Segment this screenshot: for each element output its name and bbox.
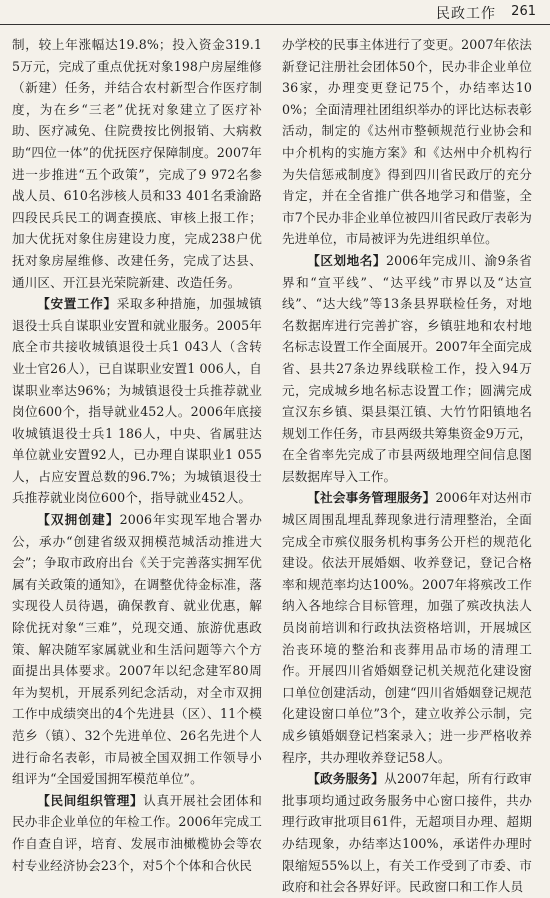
section-title: 民政工作	[436, 6, 496, 22]
paragraph-text: 认真开展社会团体和民办非企业单位的年检工作。2006年完成工作自查自评，培育、发展市油橄榄协会等农村专业经济协会23个，对5个个体和合伙民	[12, 792, 262, 873]
section-heading: 【区划地名】	[307, 252, 386, 268]
paragraph-place-names	[282, 250, 532, 488]
paragraph-text: 2006年实现军地合署办公，承办“创建省级双拥模范城活动推进大会”；争取市政府出台《关于完善落实拥军优属有关政策的通知》，在调整优待金标准，落实现役人员待遇，确保教育、就业优惠，解除优抚对象“三难”，兑现交通、旅游优惠政策、解决随军家属就业和生活问题等六个方面提出具体要求。2007年以纪念建军80周年为契机，开展系列纪念活动，对全市双拥工作中成绩突出的4个先进县（区）、11个模范乡（镇）、32个先进单位、26名先进个人进行命名表彰，市局被全国双拥工作领导小组评为“全国爱国拥军模范单位”。	[12, 512, 262, 787]
section-heading: 【政务服务】	[307, 771, 385, 787]
paragraph-civil-orgs	[12, 790, 262, 876]
running-header	[0, 0, 550, 30]
paragraph-continued	[12, 34, 262, 293]
paragraph-government-services	[282, 768, 532, 898]
left-column	[12, 34, 262, 873]
paragraph-text: 从2007年起，所有行政审批事项均通过政务服务中心窗口接件，共办理行政审批项目61件，无超项目办理、超期办结现象，办结率达100%，承诺件办理时限缩短55%以上，有关工作受到了市委、市政府和社会各界好评。民政窗口和工作人员	[282, 771, 532, 895]
section-heading: 【社会事务管理服务】	[307, 490, 436, 506]
right-column	[282, 34, 533, 895]
paragraph-text: 2006年完成川、渝9条省界和“宣平线”、“达平线”市界以及“达宣线”、“达大线”等13条县界联检任务，对地名数据库进行完善扩容，乡镇驻地和农村地名标志设置工作全面展开。2007年全面完成省、县共27条边界线联检工作，投入94万元，完成城乡地名标志设置工作；圆满完成宣汉东乡镇、渠县渠江镇、大竹竹阳镇地名规划工作任务，市县两级共筹集资金9万元，在全省率先完成了市县两级地理空间信息图层数据库导入工作。	[282, 252, 532, 484]
paragraph-text: 2006年对达州市城区周围乱埋乱葬现象进行清理整治，全面完成全市殡仪服务机构事务公开栏的规范化建设。依法开展婚姻、收养登记，登记合格率和规范率均达100%。2007年将殡改工作纳入各地综合目标管理，加强了殡改执法人员岗前培训和行政执法资格培训，开展城区治丧环境的整治和丧葬用品市场的清理工作。开展四川省婚姻登记机关规范化建设窗口单位创建活动，创建“四川省婚姻登记规范化建设窗口单位”3个，建立收养公示制，完成乡镇婚姻登记档案录入；进一步严格收养程序，共办理收养登记58人。	[282, 490, 533, 765]
paragraph-text: 采取多种措施，加强城镇退役士兵自谋职业安置和就业服务。2005年底全市共接收城镇退役士兵1 043人（含转业士官26人），已自谋职业安置1 006人，自谋职业率达96%；为城镇退役士兵推荐就业岗位600个，指导就业452人。2006年底接收城镇退役士兵1 186人，中央、省属驻达单位就业安置92人，已办理自谋职业1 055人，占应安置总数的96.7%；为城镇退役士兵推荐就业岗位600个，指导就业452人。	[12, 296, 262, 506]
paragraph-double-support	[12, 509, 262, 790]
paragraph-text: 制，较上年涨幅达19.8%；投入资金319.15万元，完成了重点优抚对象198户房屋维修（新建）任务，并结合农村新型合作医疗制度，为在乡“三老”优抚对象建立了医疗补助、医疗减免、住院费按比例报销、大病救助“四位一体”的优抚医疗保障制度。2007年进一步推进“五个政策”，完成了9 972名参战人员、610名涉核人员和33 401名秉渝路四段民兵民工的调查摸底、审核上报工作；加大优抚对象住房建设力度，完成238户优抚对象房屋维修、改建任务，完成了达县、通川区、开江县光荣院新建、改造任务。	[12, 37, 262, 290]
paragraph-continued	[282, 34, 532, 250]
section-heading: 【安置工作】	[37, 296, 117, 312]
section-heading: 【双拥创建】	[37, 512, 120, 528]
paragraph-text: 办学校的民事主体进行了变更。2007年依法新登记注册社会团体50个，民办非企业单位36家，办理变更登记75个，办结率达100%；全面清理社团组织举办的评比达标表彰活动，制定的《达州市整顿规范行业协会和中介机构的实施方案》和《达州中介机构行为失信惩戒制度》得到四川省民政厅的充分肯定，并在全省推广供各地学习和借鉴，全市7个民办非企业单位被四川省民政厅表彰为先进单位，市局被评为先进组织单位。	[282, 37, 532, 247]
page-number: 261	[511, 4, 536, 19]
paragraph-resettlement	[12, 293, 262, 509]
section-heading: 【民间组织管理】	[37, 792, 144, 808]
paragraph-social-affairs	[282, 487, 532, 768]
